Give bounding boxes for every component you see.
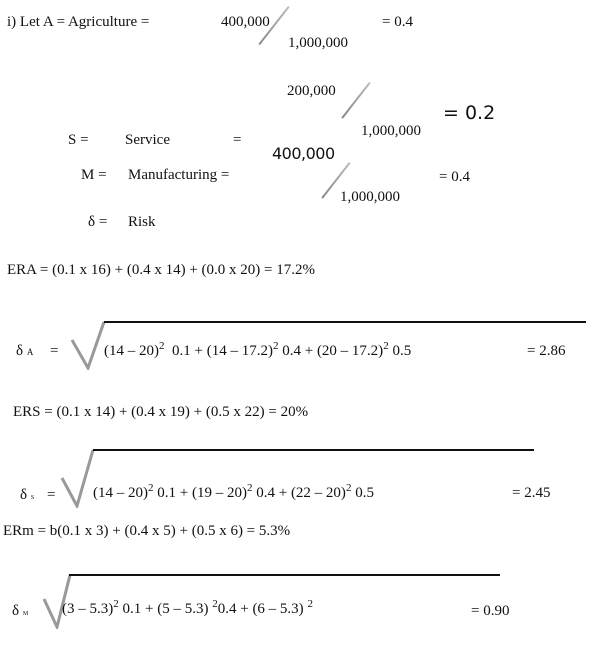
manufacturing-result: = 0.4 (439, 169, 470, 185)
agriculture-denominator: 1,000,000 (288, 35, 348, 51)
expected-return-manufacturing: ERm = b(0.1 x 3) + (0.4 x 5) + (0.5 x 6) = 5.3% (3, 523, 291, 539)
risk-symbol: δ = (88, 214, 108, 230)
equals-sign: = (50, 343, 59, 359)
manufacturing-label: Manufacturing = (128, 167, 230, 183)
std-dev-result: = 2.86 (527, 343, 566, 359)
std-dev-result: = 0.90 (471, 603, 510, 619)
delta-symbol: δ s (20, 487, 35, 503)
std-dev-result: = 2.45 (512, 485, 551, 501)
radicand: (14 – 20)$^2$ 0.1 + (19 – 20)$^2$ 0.4 + (22 – 20)$^2$ 0.5 (93, 482, 374, 501)
radicand: (3 – 5.3)$^2$ 0.1 + (5 – 5.3) $^2$0.4 + (6 – 5.3) $^2$ (62, 598, 313, 617)
expected-return-service: ERS = (0.1 x 14) + (0.4 x 19) + (0.5 x 22) = 20% (13, 404, 309, 420)
service-denominator: 1,000,000 (361, 123, 421, 139)
delta-symbol: δ A (16, 343, 34, 359)
manufacturing-denominator: 1,000,000 (340, 189, 400, 205)
delta-symbol: δ m (12, 603, 29, 619)
radical-bar (69, 574, 500, 576)
expected-return-agriculture: ERA = (0.1 x 16) + (0.4 x 14) + (0.0 x 20) = 17.2% (7, 262, 315, 278)
manufacturing-numerator: 400,000 (272, 144, 335, 163)
agriculture-numerator: 400,000 (221, 14, 270, 30)
radical-bar (93, 449, 534, 451)
radicand: (14 – 20)$^2$ 0.1 + (14 – 17.2)$^2$ 0.4 + (20 – 17.2)$^2$ 0.5 (104, 340, 412, 359)
radical-bar (104, 321, 586, 323)
service-label: Service (125, 132, 170, 148)
equals-sign: = (47, 487, 56, 503)
agriculture-prefix: i) Let A = Agriculture = (7, 14, 150, 30)
service-result: = 0.2 (443, 102, 496, 124)
fraction-slash (341, 82, 370, 119)
service-equals: = (233, 132, 242, 148)
manufacturing-symbol: M = (81, 167, 107, 183)
risk-label: Risk (128, 214, 156, 230)
service-numerator: 200,000 (287, 83, 336, 99)
agriculture-result: = 0.4 (382, 14, 413, 30)
service-symbol: S = (68, 132, 89, 148)
